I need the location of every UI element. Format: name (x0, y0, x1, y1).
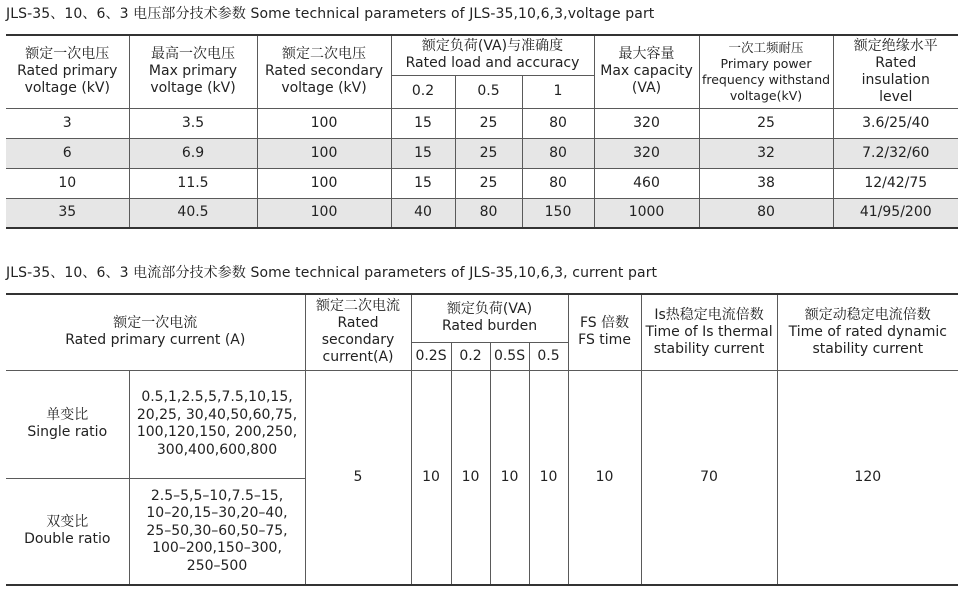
cell-secondary: 100 (257, 138, 391, 168)
cell-load-1: 80 (522, 168, 594, 198)
header-rated-secondary-voltage: 额定二次电压 Rated secondary voltage (kV) (257, 35, 391, 108)
cell-secondary-current: 5 (305, 370, 411, 585)
cell-withstand: 32 (699, 138, 833, 168)
header-fs-time: FS 倍数 FS time (568, 294, 641, 370)
cell-max-capacity: 320 (594, 108, 699, 138)
cell-burden-0-5s: 10 (490, 370, 529, 585)
cell-max-capacity: 1000 (594, 198, 699, 228)
cell-dynamic-stability: 120 (777, 370, 958, 585)
cell-load-1: 150 (522, 198, 594, 228)
cell-max-primary: 40.5 (129, 198, 257, 228)
header-accuracy-0-2: 0.2 (391, 75, 455, 108)
header-rated-secondary-current: 额定二次电流 Rated secondary current(A) (305, 294, 411, 370)
table-row (6, 108, 958, 138)
cell-max-primary: 6.9 (129, 138, 257, 168)
cell-insulation: 3.6/25/40 (833, 108, 958, 138)
header-rated-primary-current: 额定一次电流 Rated primary current (A) (6, 294, 305, 370)
table-row (6, 138, 958, 168)
current-section-title: JLS-35、10、6、3 电流部分技术参数 Some technical parameters of JLS-35,10,6,3, current part (6, 265, 658, 281)
voltage-parameters-table (6, 34, 958, 229)
header-accuracy-0-5: 0.5 (455, 75, 522, 108)
cell-primary-voltage: 10 (6, 168, 129, 198)
cell-burden-0-2: 10 (451, 370, 490, 585)
cell-load-0-2: 40 (391, 198, 455, 228)
cell-secondary: 100 (257, 198, 391, 228)
header-rated-primary-voltage: 额定一次电压 Rated primary voltage (kV) (6, 35, 129, 108)
cell-primary-voltage: 6 (6, 138, 129, 168)
header-burden-0-5: 0.5 (529, 342, 568, 370)
cell-load-0-5: 25 (455, 108, 522, 138)
cell-load-0-2: 15 (391, 168, 455, 198)
cell-load-0-5: 25 (455, 168, 522, 198)
cell-insulation: 41/95/200 (833, 198, 958, 228)
header-burden-0-2s: 0.2S (411, 342, 451, 370)
cell-load-1: 80 (522, 138, 594, 168)
header-rated-load-accuracy: 额定负荷(VA)与准确度 Rated load and accuracy (391, 35, 594, 75)
cell-max-primary: 3.5 (129, 108, 257, 138)
header-rated-burden: 额定负荷(VA) Rated burden (411, 294, 568, 342)
cell-withstand: 38 (699, 168, 833, 198)
header-thermal-stability: Is热稳定电流倍数 Time of Is thermal stability current (641, 294, 777, 370)
cell-burden-0-5: 10 (529, 370, 568, 585)
table-row (6, 370, 958, 478)
table-row (6, 168, 958, 198)
cell-load-0-5: 25 (455, 138, 522, 168)
single-ratio-label: 单变比 Single ratio (6, 370, 129, 478)
header-dynamic-stability: 额定动稳定电流倍数 Time of rated dynamic stability current (777, 294, 958, 370)
cell-insulation: 12/42/75 (833, 168, 958, 198)
cell-load-0-5: 80 (455, 198, 522, 228)
cell-max-capacity: 460 (594, 168, 699, 198)
header-insulation-level: 额定绝缘水平 Rated insulation level (833, 35, 958, 108)
double-ratio-values: 2.5–5,5–10,7.5–15, 10–20,15–30,20–40, 25–50,30–60,50–75, 100–200,150–300, 250–500 (129, 478, 305, 585)
cell-primary-voltage: 35 (6, 198, 129, 228)
cell-load-0-2: 15 (391, 108, 455, 138)
cell-secondary: 100 (257, 168, 391, 198)
cell-max-capacity: 320 (594, 138, 699, 168)
cell-load-1: 80 (522, 108, 594, 138)
cell-withstand: 25 (699, 108, 833, 138)
cell-primary-voltage: 3 (6, 108, 129, 138)
cell-withstand: 80 (699, 198, 833, 228)
cell-load-0-2: 15 (391, 138, 455, 168)
header-accuracy-1: 1 (522, 75, 594, 108)
header-max-primary-voltage: 最高一次电压 Max primary voltage (kV) (129, 35, 257, 108)
cell-max-primary: 11.5 (129, 168, 257, 198)
cell-insulation: 7.2/32/60 (833, 138, 958, 168)
table-row (6, 198, 958, 228)
header-power-frequency-withstand: 一次工频耐压 Primary power frequency withstand voltage(kV) (699, 35, 833, 108)
cell-thermal-stability: 70 (641, 370, 777, 585)
single-ratio-values: 0.5,1,2.5,5,7.5,10,15, 20,25, 30,40,50,60,75, 100,120,150, 200,250, 300,400,600,800 (129, 370, 305, 478)
cell-fs-time: 10 (568, 370, 641, 585)
header-max-capacity: 最大容量 Max capacity (VA) (594, 35, 699, 108)
cell-secondary: 100 (257, 108, 391, 138)
voltage-section-title: JLS-35、10、6、3 电压部分技术参数 Some technical parameters of JLS-35,10,6,3,voltage part (6, 6, 655, 22)
header-burden-0-5s: 0.5S (490, 342, 529, 370)
header-burden-0-2: 0.2 (451, 342, 490, 370)
double-ratio-label: 双变比 Double ratio (6, 478, 129, 585)
cell-burden-0-2s: 10 (411, 370, 451, 585)
current-parameters-table (6, 293, 958, 586)
